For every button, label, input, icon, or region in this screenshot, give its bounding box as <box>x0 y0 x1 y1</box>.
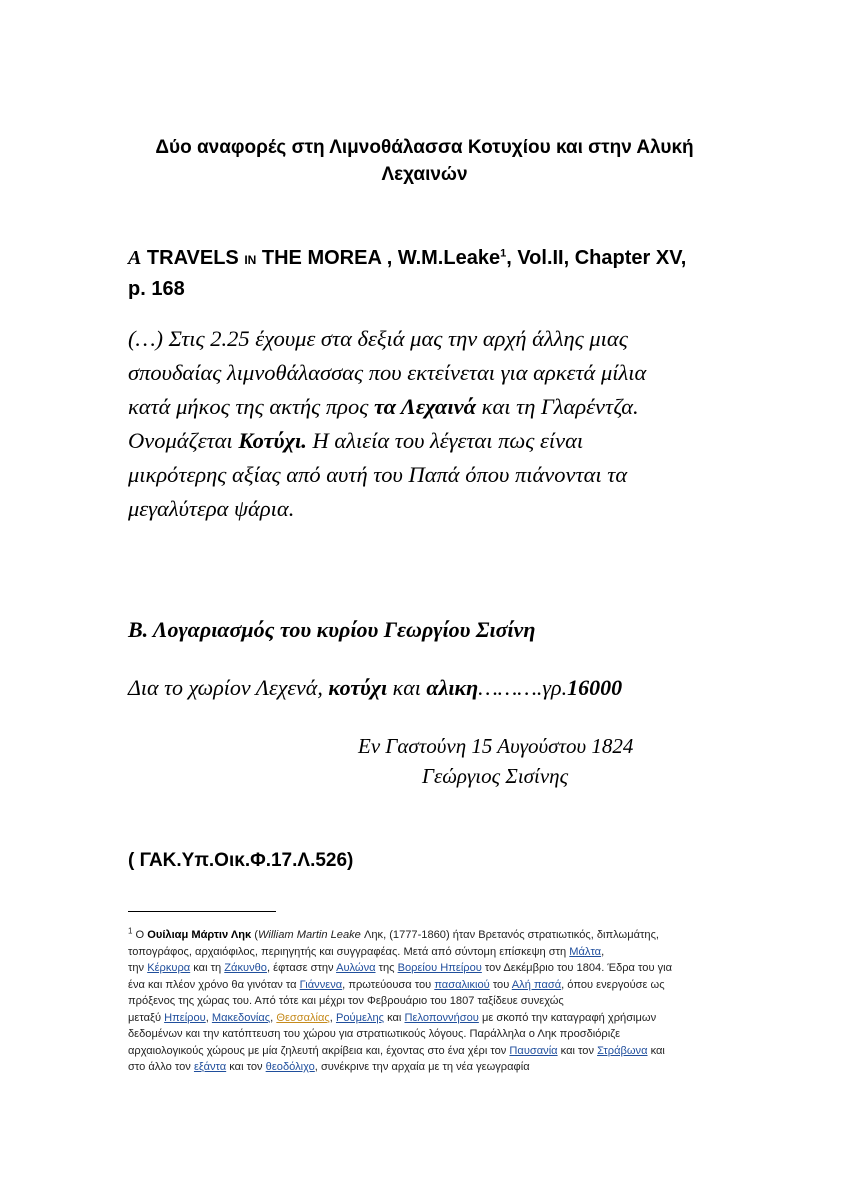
account-kotychi: κοτύχι <box>328 675 388 700</box>
link-thessaly[interactable]: Θεσσαλίας <box>276 1011 330 1024</box>
heading-rest: THE MOREA , W.M.Leake <box>261 247 501 269</box>
link-macedonia[interactable]: Μακεδονίας <box>211 1011 271 1024</box>
quote-line: κατά μήκος της ακτής προς τα Λεχαινά και τη Γλαρέντζα. <box>128 394 639 419</box>
footnote-line: αρχαιολογικούς χώρους με μία ζηλευτή ακρίβεια και, έχοντας στο ένα χέρι τον Παυσανία και τον Στράβωνα και <box>128 1044 665 1057</box>
link-ali-pasha[interactable]: Αλή πασά <box>511 978 562 991</box>
footnote-reference[interactable]: 1 <box>500 247 507 260</box>
quote-line: μεγαλύτερα ψάρια. <box>128 496 295 521</box>
footnote-line: την Κέρκυρα και τη Ζάκυνθο, έφτασε στην Αυλώνα της Βορείου Ηπείρου τον Δεκέμβριο του 1804. Έδρα του για <box>128 962 673 974</box>
section-a-letter: A <box>128 247 142 269</box>
link-zakynthos[interactable]: Ζάκυνθο <box>224 962 267 974</box>
link-peloponnese[interactable]: Πελοποννήσου <box>404 1011 479 1024</box>
footnote-line: ένα και πλέον χρόνο θα γινόταν τα Γιάννενα, πρωτεύουσα του πασαλικιού του Αλή πασά, όπου ενεργούσε ως <box>128 978 665 991</box>
link-northern-epirus[interactable]: Βορείου Ηπείρου <box>397 962 482 974</box>
link-epirus[interactable]: Ηπείρου <box>164 1011 206 1024</box>
section-a-heading <box>128 244 728 304</box>
footnote-english-name: William Martin Leake <box>258 929 361 941</box>
link-pausanias[interactable]: Παυσανία <box>509 1044 558 1057</box>
footnote-line: δεδομένων και την κατόπτευση του χώρου για στρατιωτικούς λόγους. Παράλληλα ο Ληκ προσδιόριζε <box>128 1028 621 1040</box>
footnote-line: μεταξύ Ηπείρου, Μακεδονίας, Θεσσαλίας, Ρούμελης και Πελοποννήσου με σκοπό την καταγραφή χρήσιμων <box>128 1011 657 1024</box>
heading-travels: TRAVELS <box>146 247 239 269</box>
link-malta[interactable]: Μάλτα <box>569 945 602 958</box>
footnote-divider <box>128 911 276 912</box>
quote-line: (…) Στις 2.25 έχουμε στα δεξιά μας την αρχή άλλης μιας <box>128 326 628 351</box>
link-pashalik[interactable]: πασαλικιού <box>434 978 490 991</box>
leake-quote <box>128 322 728 526</box>
footnote-line: $^1$ Ο Ουίλιαμ Μάρτιν Ληκ (William Martin Leake Ληκ, (1777-1860) ήταν Βρετανός στρατιωτικός, διπλωμάτης, <box>128 926 659 941</box>
signature-name: Γεώργιος Σισίνης <box>422 764 569 788</box>
quote-emphasis-kotychi: Κοτύχι. <box>238 428 307 453</box>
title-line-2: Λεχαινών <box>381 164 468 185</box>
footnote-name: Ουίλιαμ Μάρτιν Ληκ <box>147 929 252 941</box>
heading-tail: , Vol.II, Chapter XV, <box>506 247 687 269</box>
footnote-mark: 1 <box>128 926 133 936</box>
link-avlona[interactable]: Αυλώνα <box>336 962 376 974</box>
quote-emphasis-lechaina: τα Λεχαινά <box>373 394 477 419</box>
footnote-line: στο άλλο τον εξάντα και τον θεοδόλιχο, συνέκρινε την αρχαία με τη νέα γεωγραφία <box>128 1061 530 1073</box>
section-b-heading: Β. Λογαριασμός του κυρίου Γεωργίου Σισίνη <box>128 617 536 642</box>
heading-in: IN <box>244 253 257 267</box>
link-theodolite[interactable]: θεοδόλιχο <box>265 1061 315 1073</box>
quote-line: Ονομάζεται Κοτύχι. Η αλιεία του λέγεται πως είναι <box>128 428 584 453</box>
account-amount: 16000 <box>567 675 623 700</box>
signature-block <box>358 731 633 791</box>
footnote <box>128 927 728 1076</box>
page-title <box>0 134 849 188</box>
quote-line: σπουδαίας λιμνοθάλασσας που εκτείνεται για αρκετά μίλια <box>128 360 647 385</box>
footnote-line: πρόξενος της χώρας του. Από τότε και μέχρι τον Φεβρουάριο του 1807 ταξίδευε συνεχώς <box>128 995 564 1007</box>
archive-reference: ( ΓΑΚ.Υπ.Οικ.Φ.17.Λ.526) <box>128 850 354 871</box>
link-sextant[interactable]: εξάντα <box>193 1061 227 1073</box>
account-entry: Δια το χωρίον Λεχενά, κοτύχι και αλικη……….γρ.16000 <box>128 675 623 700</box>
link-kerkyra[interactable]: Κέρκυρα <box>147 962 191 974</box>
title-line-1: Δύο αναφορές στη Λιμνοθάλασσα Κοτυχίου και στην Αλυκή <box>155 137 694 158</box>
link-roumeli[interactable]: Ρούμελης <box>335 1011 385 1024</box>
link-ioannina[interactable]: Γιάννενα <box>299 978 343 991</box>
link-strabo[interactable]: Στράβωνα <box>597 1044 648 1057</box>
place-date: Εν Γαστούνη 15 Αυγούστου 1824 <box>358 734 634 758</box>
heading-page: p. 168 <box>128 278 185 300</box>
quote-line: μικρότερης αξίας από αυτή του Παπά όπου πιάνονται τα <box>128 462 628 487</box>
footnote-line: τοπογράφος, αρχαιόφιλος, περιηγητής και συγγραφέας. Μετά από σύντομη επίσκεψη στη Μάλτα, <box>128 945 605 958</box>
account-aliki: αλικη <box>426 675 479 700</box>
